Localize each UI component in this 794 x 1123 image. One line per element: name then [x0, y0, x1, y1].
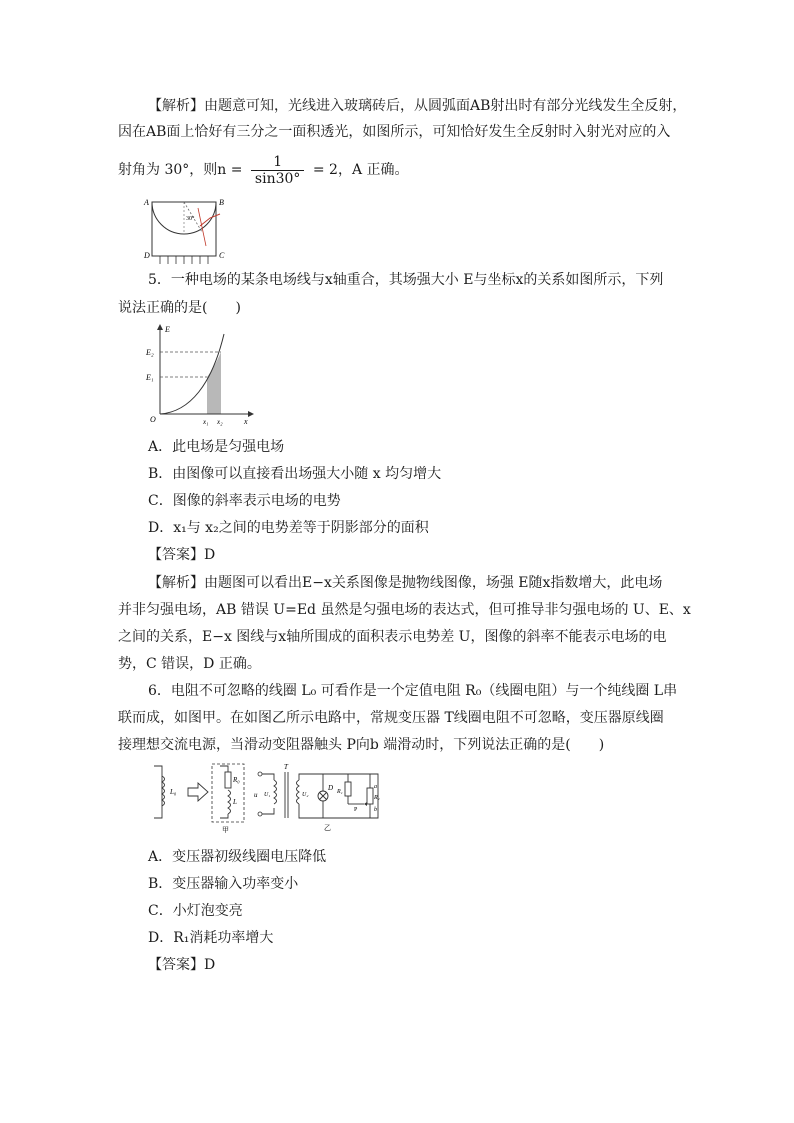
glass-label-b: B: [219, 198, 224, 207]
q5-option-c: C．图像的斜率表示电场的电势: [148, 493, 341, 509]
q6-stem-line3: 接理想交流电源，当滑动变阻器触头 P向b 端滑动时，下列说法正确的是( ): [118, 737, 605, 753]
glass-label-c: C: [219, 251, 225, 260]
q5-option-b: B．由图像可以直接看出场强大小随 x 均匀增大: [148, 466, 442, 482]
q5-stem-line1: 5．一种电场的某条电场线与x轴重合，其场强大小 E与坐标x的关系如图所示，下列: [148, 272, 664, 288]
label-u1: U₁: [264, 792, 271, 798]
glass-brick-figure: [140, 196, 240, 268]
label-r0: R₀: [233, 776, 240, 784]
q6-option-c: C．小灯泡变亮: [148, 903, 243, 919]
shaded-area: [207, 352, 221, 414]
axis-label-x: x: [244, 417, 248, 426]
q5-option-d: D．x₁与 x₂之间的电势差等于阴影部分的面积: [148, 520, 429, 536]
q6-stem-line1: 6．电阻不可忽略的线圈 L₀ 可看作是一个定值电阻 R₀（线圈电阻）与一个纯线圈 L串: [148, 683, 678, 699]
q6-answer: 【答案】D: [148, 957, 216, 973]
circuit-figure: [148, 760, 388, 834]
q6-stem-line2: 联而成，如图甲。在如图乙所示电路中，常规变压器 T线圈电阻不可忽略，变压器原线圈: [118, 710, 664, 726]
q4-analysis-line2: 因在AB面上恰好有三分之一面积透光，如图所示，可知恰好发生全反射时入射光对应的入: [118, 124, 671, 140]
q6-option-d: D．R₁消耗功率增大: [148, 930, 274, 946]
q5-analysis-line3: 之间的关系，E−x 图线与x轴所围成的面积表示电势差 U，图像的斜率不能表示电场的电: [118, 629, 667, 645]
label-l: L: [233, 798, 237, 806]
fraction-denominator: sin30°: [254, 170, 301, 187]
q6-option-a: A．变压器初级线圈电压降低: [148, 849, 327, 865]
fraction-numerator: 1: [251, 154, 305, 171]
tick-label-e2: E₂: [146, 348, 154, 357]
tick-label-x1: x₁: [203, 418, 209, 426]
label-a: a: [374, 784, 377, 790]
tick-label-e1: E₁: [146, 373, 154, 382]
label-yi: 乙: [324, 824, 331, 832]
q5-option-a: A．此电场是匀强电场: [148, 439, 285, 455]
label-l0: L₀: [170, 788, 177, 796]
glass-label-a: A: [144, 198, 149, 207]
axis-label-e: E: [165, 325, 170, 334]
q4-analysis-line3: [118, 152, 409, 188]
q5-stem-line2: 说法正确的是( ): [118, 300, 241, 316]
label-d: D: [328, 784, 334, 792]
q6-option-b: B．变压器输入功率变小: [148, 876, 299, 892]
glass-label-d: D: [144, 251, 150, 260]
q4-text-b: = 2，A 正确。: [312, 162, 409, 178]
q4-analysis-line1: 【解析】由题意可知，光线进入玻璃砖后，从圆弧面AB射出时有部分光线发生全反射，: [148, 98, 687, 114]
refractive-index-fraction: [251, 154, 305, 187]
tick-label-x2: x₂: [217, 418, 223, 426]
origin-label: O: [150, 415, 156, 424]
label-r1: R₁: [337, 789, 343, 795]
label-r2: R₂: [374, 795, 380, 801]
label-t: T: [284, 763, 288, 771]
q4-text-a: 射角为 30°，则n =: [118, 162, 243, 178]
label-u2: U₂: [302, 792, 309, 798]
label-u: u: [254, 791, 258, 799]
e-x-graph: [140, 320, 256, 432]
label-b: b: [374, 807, 377, 813]
q5-analysis-line1: 【解析】由题图可以看出E−x关系图像是抛物线图像，场强 E随x指数增大，此电场: [148, 575, 663, 591]
q5-analysis-line2: 并非匀强电场，AB 错误 U=Ed 虽然是匀强电场的表达式，但可推导非匀强电场的 U、E、x: [118, 602, 691, 618]
label-jia: 甲: [222, 826, 229, 834]
q5-analysis-line4: 势，C 错误，D 正确。: [118, 656, 261, 672]
label-p: P: [354, 807, 358, 813]
glass-angle-label: 30°: [186, 216, 195, 222]
q5-answer: 【答案】D: [148, 547, 216, 563]
